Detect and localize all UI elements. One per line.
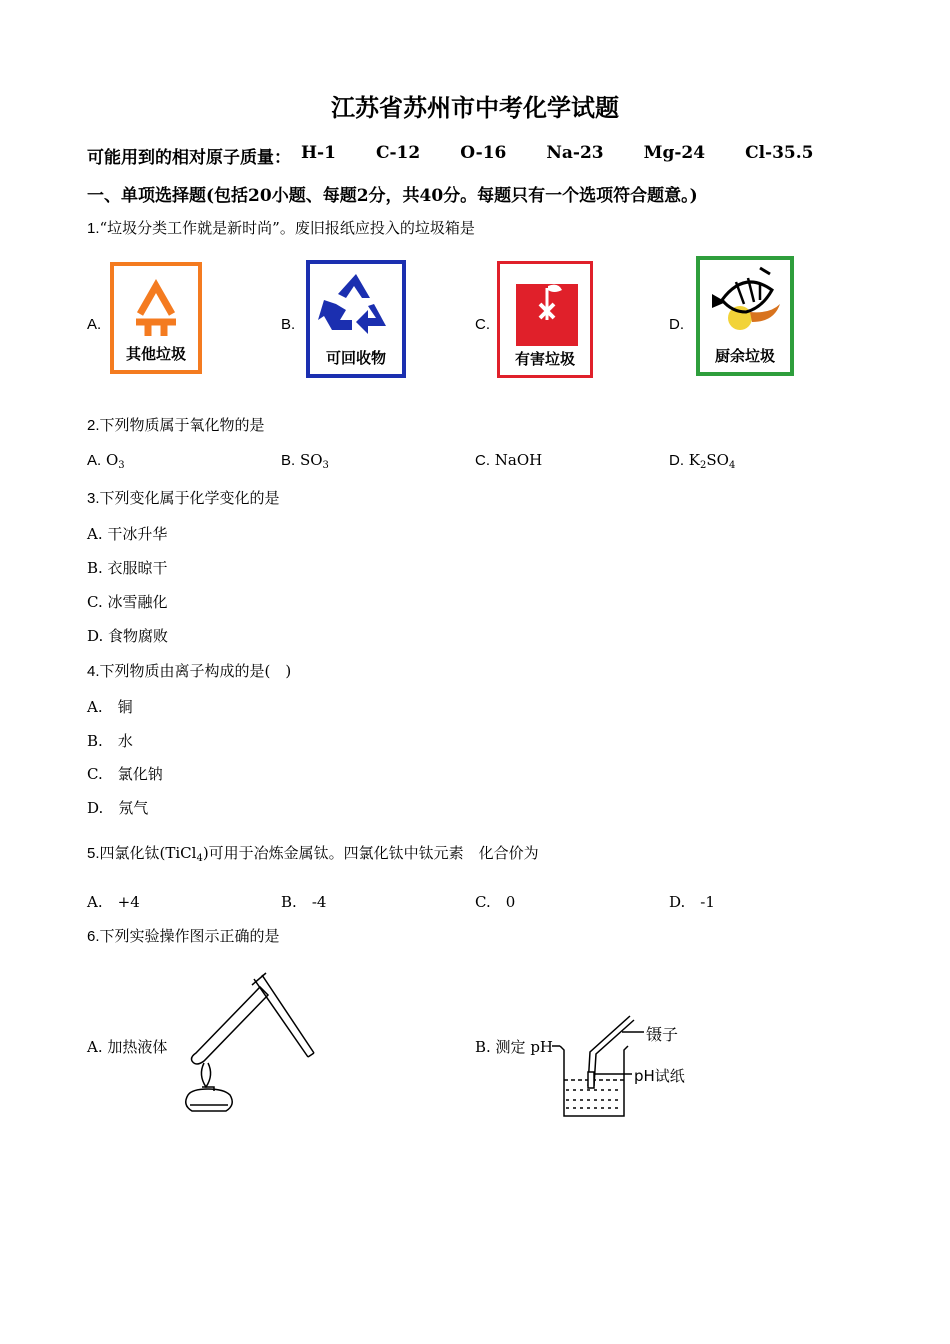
q3-option-d: D. 食物腐败 bbox=[87, 627, 169, 645]
q1-option-d-letter: D. bbox=[669, 316, 684, 333]
atomic-mass-cl: Cl-35.5 bbox=[745, 143, 814, 163]
recycle-icon bbox=[310, 264, 402, 348]
other-waste-icon bbox=[114, 266, 198, 346]
q2-option-a: A. $O_3$ bbox=[87, 451, 125, 471]
q1-option-a-letter: A. bbox=[87, 316, 102, 333]
q5-option-a: A. +4 bbox=[87, 893, 140, 911]
q3-option-c: C. 冰雪融化 bbox=[87, 593, 168, 611]
q1-option-d-bin bbox=[696, 256, 794, 376]
q2-number: 2. bbox=[87, 417, 100, 434]
q1-option-b-letter: B. bbox=[281, 316, 296, 333]
atomic-mass-label: 可能用到的相对原子质量： bbox=[87, 148, 291, 168]
atomic-mass-na: Na-23 bbox=[546, 143, 604, 163]
q2-stem bbox=[87, 414, 265, 435]
q5-option-d: D. -1 bbox=[669, 893, 715, 911]
q1-text: “垃圾分类工作就是新时尚”。废旧报纸应投入的垃圾箱是 bbox=[99, 219, 475, 237]
q2-option-d: D. $K_2SO_4$ bbox=[669, 451, 736, 471]
hazardous-waste-icon bbox=[500, 264, 590, 348]
q5-number: 5. bbox=[87, 845, 100, 862]
q3-text: 下列变化属于化学变化的是 bbox=[99, 489, 280, 507]
q4-text: 下列物质由离子构成的是( ) bbox=[99, 662, 292, 680]
q2-text: 下列物质属于氧化物的是 bbox=[99, 416, 265, 434]
atomic-mass-c: C-12 bbox=[375, 143, 421, 163]
atomic-mass-h: H-1 bbox=[301, 143, 336, 163]
q6-option-b: B. 测定 pH bbox=[475, 1038, 554, 1056]
q3-option-b: B. 衣服晾干 bbox=[87, 559, 168, 577]
q1-stem bbox=[87, 217, 475, 238]
q6-text: 下列实验操作图示正确的是 bbox=[99, 927, 280, 945]
food-waste-icon bbox=[700, 260, 790, 346]
q1-number: 1. bbox=[87, 220, 100, 237]
q1-option-c-bin bbox=[497, 261, 593, 378]
q6-option-a: A. 加热液体 bbox=[87, 1038, 168, 1056]
q4-number: 4. bbox=[87, 663, 100, 680]
q1-option-a-bin bbox=[110, 262, 202, 374]
heating-liquid-diagram bbox=[168, 965, 318, 1115]
page-title: 江苏省苏州市中考化学试题 bbox=[331, 93, 619, 122]
q2-option-c: C. NaOH bbox=[475, 451, 543, 469]
q4-option-b: B. 水 bbox=[87, 732, 133, 750]
q6-number: 6. bbox=[87, 928, 100, 945]
q1-option-c-label: 有害垃圾 bbox=[514, 350, 575, 368]
q3-option-a: A. 干冰升华 bbox=[87, 525, 168, 543]
q3-stem bbox=[87, 487, 280, 508]
q4-stem bbox=[87, 660, 291, 681]
q5-stem: 5.四氯化钛(TiCl$_4$)可用于冶炼金属钛。四氯化钛中钛元素 化合价为 bbox=[87, 844, 539, 864]
ph-paper-label: pH试纸 bbox=[634, 1067, 685, 1085]
q1-option-a-label: 其他垃圾 bbox=[125, 345, 186, 363]
q5-option-c: C. 0 bbox=[475, 893, 516, 911]
q4-option-d: D. 氖气 bbox=[87, 799, 149, 817]
q3-number: 3. bbox=[87, 490, 100, 507]
q1-option-c-letter: C. bbox=[475, 316, 490, 333]
atomic-mass-row bbox=[87, 143, 854, 168]
q2-option-b: B. $SO_3$ bbox=[281, 451, 329, 471]
q1-option-b-bin bbox=[306, 260, 406, 378]
q6-stem bbox=[87, 925, 280, 946]
tweezers-label: 镊子 bbox=[646, 1025, 679, 1044]
q4-option-c: C. 氯化钠 bbox=[87, 765, 163, 783]
q1-option-d-label: 厨余垃圾 bbox=[714, 347, 775, 365]
section-header: 一、单项选择题(包括20小题、每题2分，共40分。每题只有一个选项符合题意。) bbox=[87, 186, 698, 206]
q5-option-b: B. -4 bbox=[281, 893, 327, 911]
atomic-mass-mg: Mg-24 bbox=[643, 143, 706, 163]
atomic-mass-o: O-16 bbox=[460, 143, 507, 163]
q1-option-b-label: 可回收物 bbox=[325, 349, 386, 367]
q4-option-a: A. 铜 bbox=[87, 698, 133, 716]
